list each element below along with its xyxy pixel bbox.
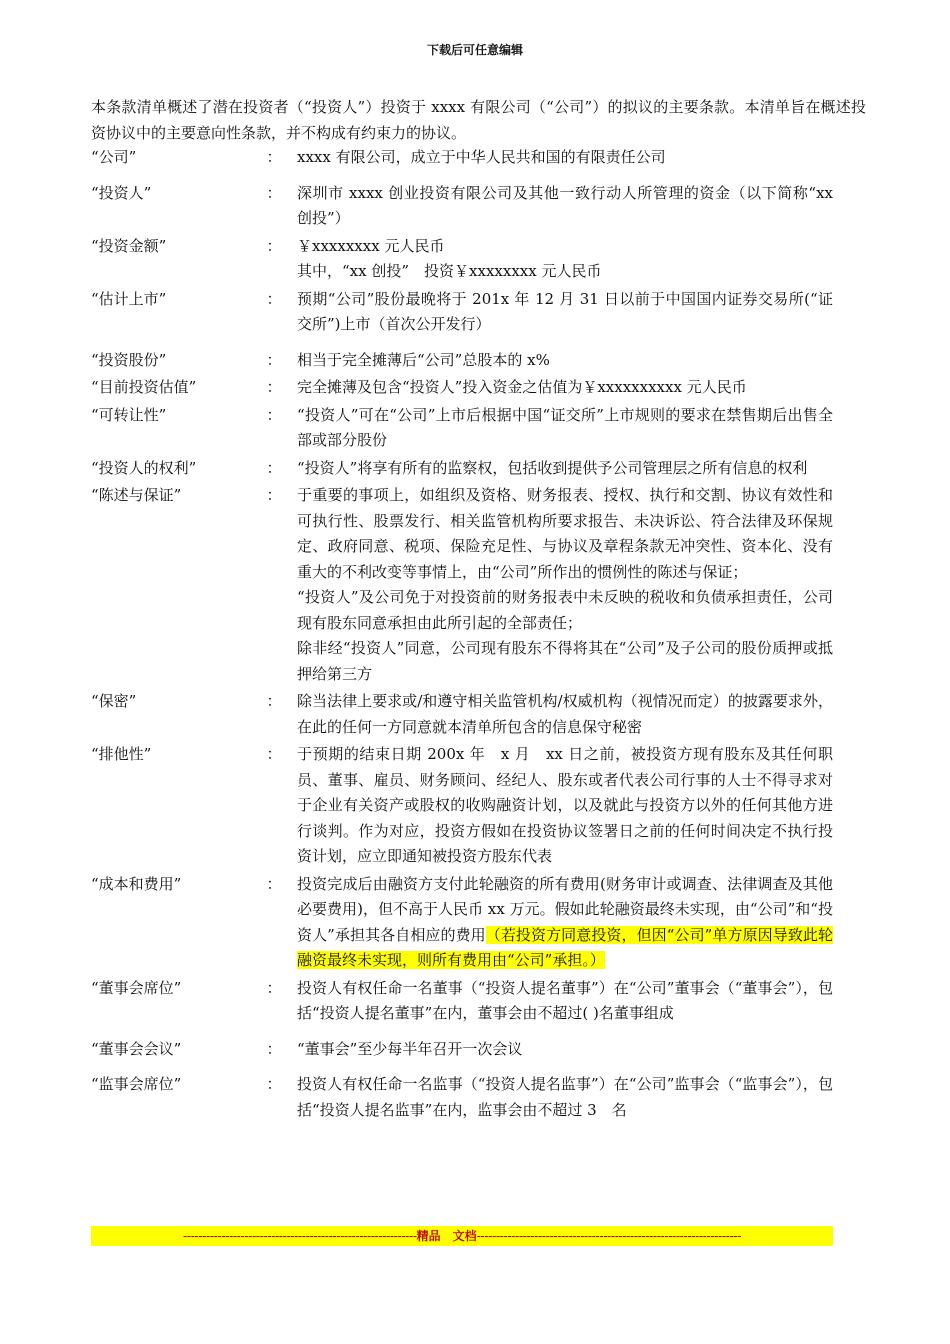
term-value-text: 其中，“xx 创投” 投资￥xxxxxxxx 元人民币 [297,262,602,280]
term-row [91,976,866,1027]
term-value-text: 完全摊薄及包含“投资人”投入资金之估值为￥xxxxxxxxxx 元人民币 [297,378,747,396]
term-row [91,375,866,401]
term-label: “投资人” [91,183,152,202]
term-label: “董事会会议” [91,1039,182,1058]
term-value-paragraph [297,375,833,401]
term-value-text: “投资人”及公司免于对投资前的财务报表中未反映的税收和负债承担责任，公司现有股东同意承担由此所引起的全部责任； [297,588,833,632]
term-value [297,375,833,401]
term-value [297,287,833,338]
term-value-text: 相当于完全摊薄后“公司”总股本的 x% [297,350,550,369]
term-colon: ： [266,874,282,893]
term-label: “公司” [91,148,137,166]
term-value-paragraph [297,403,833,454]
term-row [91,348,866,374]
term-value-text: 除当法律上要求或/和遵守相关监管机构/权威机构（视情况而定）的披露要求外，在此的任何一方同意就本清单所包含的信息保守秘密 [297,692,833,736]
term-value [297,742,833,870]
footer-banner [91,1226,833,1246]
term-value [297,1037,833,1063]
term-value-paragraph [297,181,833,232]
term-colon: ： [266,692,282,710]
term-colon: ： [266,236,282,255]
term-value-text: 投资人有权任命一名董事（“投资人提名董事”）在“公司”董事会（“董事会”），包括“投资人提名董事”在内，董事会由不超过( )名董事组成 [297,978,833,1022]
term-value-paragraph [297,145,833,171]
term-label: “排他性” [91,745,152,763]
term-value [297,456,833,482]
term-label: “陈述与保证” [91,486,182,504]
term-colon: ： [266,148,282,166]
footer-right-dashes: --------------------------------------------------------------------- [476,1229,741,1243]
term-value-paragraph [297,287,833,338]
term-value-paragraph [297,348,833,374]
term-row [91,742,866,870]
term-value-paragraph [297,742,833,870]
term-value-paragraph [297,585,833,636]
term-row [91,1072,866,1123]
term-label: “估计上市” [91,289,167,308]
term-value [297,976,833,1027]
term-label: “保密” [91,692,137,710]
page-header-note: 下载后可任意编辑 [426,43,523,57]
term-row [91,483,866,687]
term-label: “投资金额” [91,236,167,255]
term-colon: ： [266,183,282,202]
term-value-paragraph [297,1072,833,1123]
term-value [297,689,833,740]
term-colon: ： [266,1039,282,1058]
term-value [297,483,833,687]
term-value [297,1072,833,1123]
term-value-text: 深圳市 xxxx 创业投资有限公司及其他一致行动人所管理的资金（以下简称“xx 创投”） [297,183,833,227]
term-colon: ： [266,405,282,424]
term-row [91,181,866,232]
term-value-text: 投资人有权任命一名监事（“投资人提名监事”）在“公司”监事会（“监事会”），包括“投资人提名监事”在内，监事会由不超过 3 名 [297,1075,833,1119]
term-label: “监事会席位” [91,1075,182,1093]
term-colon: ： [266,350,282,369]
term-value [297,403,833,454]
footer-left-dashes: ------------------------------------------------------------- [183,1229,417,1243]
term-colon: ： [266,1075,282,1093]
footer-label: 精品 文档 [416,1229,477,1243]
term-sheet-table [91,145,866,1123]
term-label: “董事会席位” [91,978,182,997]
term-label: “可转让性” [91,405,167,424]
term-row [91,403,866,454]
term-colon: ： [266,486,282,504]
term-value-paragraph [297,1037,833,1063]
term-row [91,145,866,171]
term-row [91,1037,866,1063]
term-row [91,689,866,740]
term-label: “目前投资估值” [91,378,197,396]
term-value [297,181,833,232]
term-row [91,456,866,482]
term-colon: ： [266,745,282,763]
term-colon: ： [266,378,282,396]
term-value [297,234,833,285]
term-value-paragraph [297,259,833,285]
term-value [297,145,833,171]
term-value-text: 预期“公司”股份最晚将于 201x 年 12 月 31 日以前于中国国内证券交易所(“证交所”)上市（首次公开发行） [297,289,833,333]
term-value-text: 除非经“投资人”同意，公司现有股东不得将其在“公司”及子公司的股份质押或抵押给第三方 [297,639,833,683]
highlighted-note: （若投资方同意投资，但因“公司”单方原因导致此轮融资最终未实现，则所有费用由“公司”承担。） [297,925,833,969]
term-value [297,872,833,974]
term-value-paragraph [297,976,833,1027]
term-value-text: 于预期的结束日期 200x 年 x 月 xx 日之前，被投资方现有股东及其任何职员、董事、雇员、财务顾问、经纪人、股东或者代表公司行事的人士不得寻求对于企业有关资产或股权的收购融资计划，以及就此与投资方以外的任何其他方进行谈判。作为对应，投资方假如在投资协议签署日之前的任何时间决定不执行投资计划，应立即通知被投资方股东代表 [297,745,833,865]
term-value-paragraph [297,689,833,740]
term-colon: ： [266,289,282,308]
term-colon: ： [266,458,282,477]
term-value-paragraph [297,636,833,687]
term-value-text: xxxx 有限公司，成立于中华人民共和国的有限责任公司 [297,148,666,166]
term-value-paragraph [297,234,833,260]
term-colon: ： [266,978,282,997]
term-value-paragraph [297,872,833,974]
term-value-paragraph [297,456,833,482]
intro-paragraph: 本条款清单概述了潜在投资者（“投资人”）投资于 xxxx 有限公司（“公司”）的拟议的主要条款。本清单旨在概述投资协议中的主要意向性条款，并不构成有约束力的协议。 [91,98,866,142]
term-row [91,872,866,974]
term-value [297,348,833,374]
term-value-text: “董事会”至少每半年召开一次会议 [297,1039,523,1058]
term-value-text: 投资完成后由融资方支付此轮融资的所有费用(财务审计或调查、法律调查及其他必要费用)，但不高于人民币 xx 万元。假如此轮融资最终未实现，由“公司”和“投资人”承担其各自相应的费用 [297,874,833,944]
term-value-text: 于重要的事项上，如组织及资格、财务报表、授权、执行和交割、协议有效性和可执行性、股票发行、相关监管机构所要求报告、未决诉讼、符合法律及环保规定、政府同意、税项、保险充足性、与协议及章程条款无冲突性、资本化、没有重大的不利改变等事情上，由“公司”所作出的惯例性的陈述与保证； [297,486,833,581]
term-label: “投资人的权利” [91,458,197,477]
term-value-text: “投资人”将享有所有的监察权，包括收到提供予公司管理层之所有信息的权利 [297,458,808,477]
term-value-paragraph [297,483,833,585]
term-label: “成本和费用” [91,874,182,893]
term-value-text: ￥xxxxxxxx 元人民币 [297,236,445,255]
term-row [91,234,866,285]
term-value-text: “投资人”可在“公司”上市后根据中国“证交所”上市规则的要求在禁售期后出售全部或部分股份 [297,405,833,449]
term-row [91,287,866,338]
term-label: “投资股份” [91,350,167,369]
